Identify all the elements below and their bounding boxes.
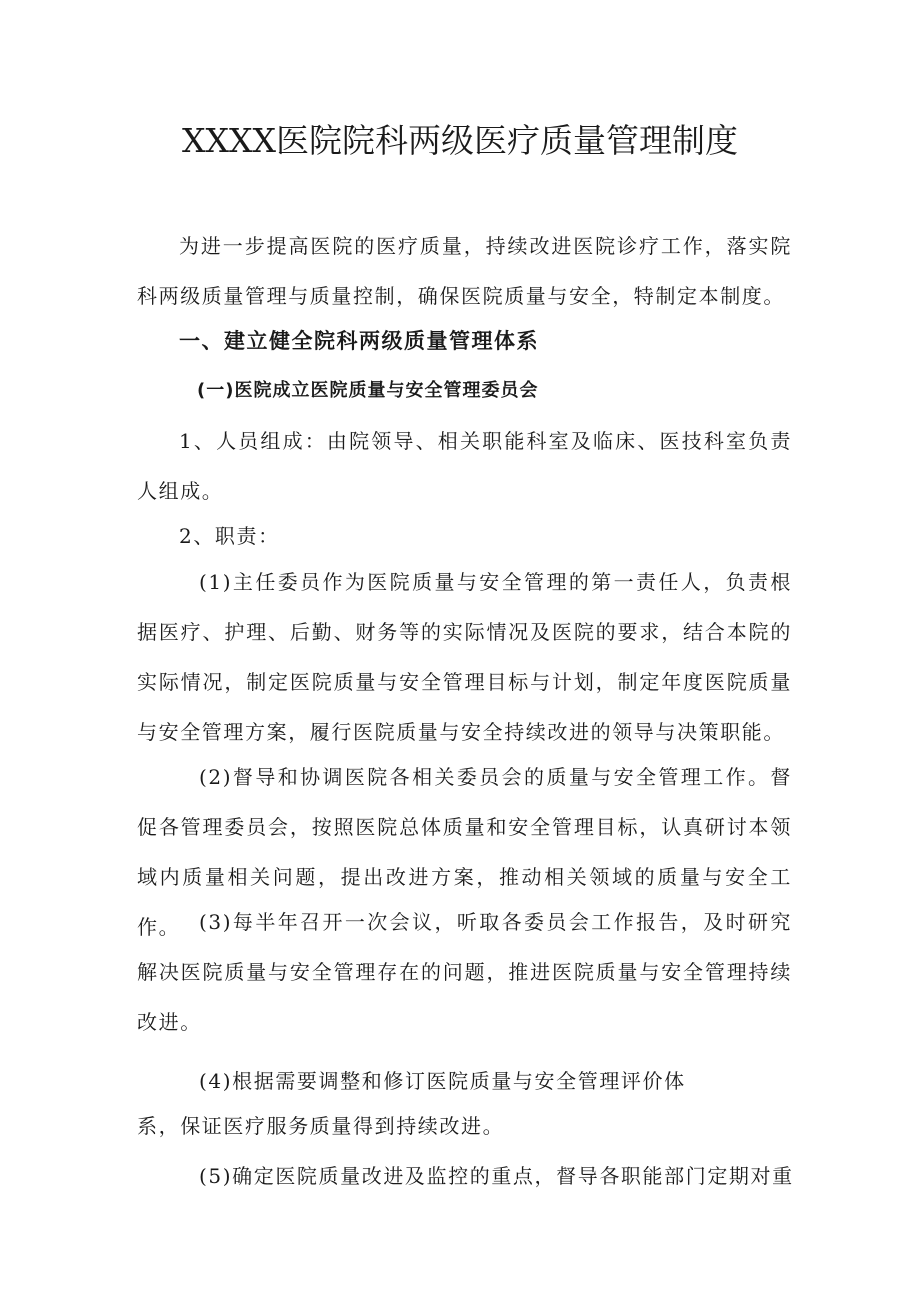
item-duties-label: 2、职责： <box>179 524 280 548</box>
document-title: XXXX医院院科两级医疗质量管理制度 <box>182 121 738 160</box>
item-personnel: 1、人员组成：由院领导、相关职能科室及临床、医技科室负责人组成。 <box>137 429 792 503</box>
duty-paragraph-4-line-2: 系，保证医疗服务质量得到持续改进。 <box>137 1114 505 1138</box>
subsection-heading-1: (一)医院成立医院质量与安全管理委员会 <box>197 380 539 401</box>
section-heading-1: 一、建立健全院科两级质量管理体系 <box>179 329 539 353</box>
intro-paragraph: 为进一步提高医院的医疗质量，持续改进医院诊疗工作，落实院科两级质量管理与质量控制，确保医院质量与安全，特制定本制度。 <box>137 234 792 308</box>
duty-paragraph-5: (5)确定医院质量改进及监控的重点，督导各职能部门定期对重 <box>199 1164 794 1188</box>
duty-paragraph-1: (1)主任委员作为医院质量与安全管理的第一责任人，负责根据医疗、护理、后勤、财务等的实际情况及医院的要求，结合本院的实际情况，制定医院质量与安全管理目标与计划，制定年度医院质量与安全管理方案，履行医院质量与安全持续改进的领导与决策职能。 <box>137 570 792 744</box>
duty-paragraph-3: (3)每半年召开一次会议，听取各委员会工作报告，及时研究解决医院质量与安全管理存在的问题，推进医院质量与安全管理持续改进。 <box>137 910 792 1034</box>
duty-paragraph-4-line-1: (4)根据需要调整和修订医院质量与安全管理评价体 <box>199 1069 686 1093</box>
duty-paragraph-2: (2)督导和协调医院各相关委员会的质量与安全管理工作。督促各管理委员会，按照医院总体质量和安全管理目标，认真研讨本领域内质量相关问题，提出改进方案，推动相关领域的质量与安全工作。 <box>137 765 792 939</box>
